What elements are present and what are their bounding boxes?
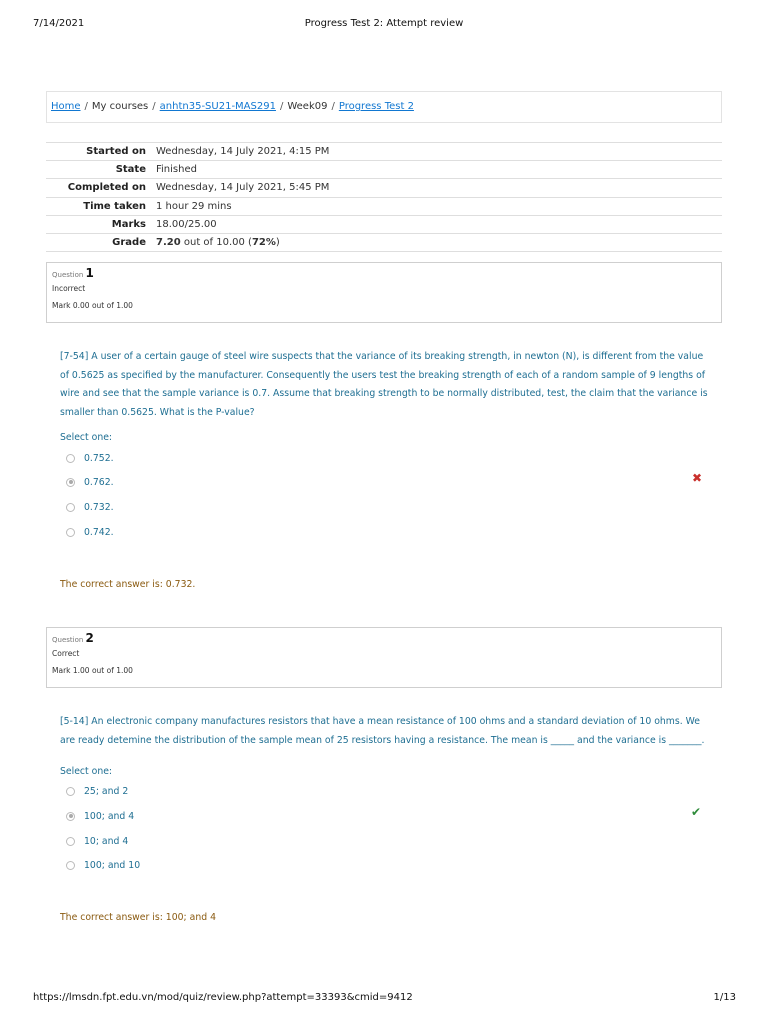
- question-2-text: [5-14] An electronic company manufactures resistors that have a mean resistance of 100 ohms and a standard deviation of 10 ohms. We are ready detemine the distribution of the sample mean of 25 resistors having a resistance. The mean is _____ and the variance is _______.: [60, 716, 705, 746]
- grade-out-of: out of 10.00 (: [180, 237, 252, 249]
- summary-row-grade: [46, 233, 722, 251]
- question-2-select-prompt: Select one:: [60, 766, 113, 777]
- question-2-mark: Mark 1.00 out of 1.00: [52, 666, 133, 675]
- grade-label: Grade: [46, 233, 151, 251]
- grade-score: 7.20: [156, 237, 181, 249]
- question-label: Question: [52, 271, 84, 279]
- question-2-option-3[interactable]: [66, 834, 128, 848]
- question-1-option-4[interactable]: [66, 525, 114, 539]
- question-1-feedback: The correct answer is: 0.732.: [60, 579, 196, 590]
- question-1-option-2[interactable]: [66, 475, 114, 489]
- question-label: Question: [52, 636, 84, 644]
- question-2-feedback: The correct answer is: 100; and 4: [60, 912, 216, 923]
- radio-button-selected[interactable]: [66, 812, 75, 821]
- print-title: Progress Test 2: Attempt review: [304, 18, 464, 29]
- option-label: 100; and 4: [84, 810, 135, 822]
- radio-button[interactable]: [66, 528, 75, 537]
- state-label: State: [46, 161, 151, 179]
- print-page-number: 1/13: [713, 992, 736, 1003]
- breadcrumb-separator: /: [152, 101, 156, 112]
- breadcrumb-separator: /: [84, 101, 88, 112]
- summary-row-completed-on: [46, 179, 722, 197]
- radio-button[interactable]: [66, 861, 75, 870]
- question-1-mark: Mark 0.00 out of 1.00: [52, 301, 133, 310]
- grade-close: ): [275, 237, 280, 249]
- completed-on-value: Wednesday, 14 July 2021, 5:45 PM: [151, 179, 722, 197]
- question-1-option-3[interactable]: [66, 500, 114, 514]
- grade-value: [151, 233, 722, 251]
- breadcrumb-course-link[interactable]: anhtn35-SU21-MAS291: [159, 101, 276, 112]
- breadcrumb-my-courses[interactable]: My courses: [91, 101, 149, 112]
- question-1-number: [52, 266, 716, 282]
- breadcrumb-week: Week09: [287, 101, 328, 112]
- radio-button[interactable]: [66, 787, 75, 796]
- attempt-summary-table: [46, 142, 722, 252]
- question-1-option-1[interactable]: [66, 451, 114, 465]
- state-value: Finished: [151, 161, 722, 179]
- question-1-text: [7-54] A user of a certain gauge of steel wire suspects that the variance of its breaking strength, in newton (N), is different from the value of 0.5625 as specified by the manufacturer. Consequently the users test the breaking strength of each of a random sample of 9 lengths of wire and see that the sample variance is 0.7. Assume that breaking strength to be normally distributed, test, the claim that the variance is smaller than 0.5625. What is the P-value?: [60, 351, 708, 418]
- option-label: 25; and 2: [84, 785, 129, 797]
- question-2-info: [46, 627, 722, 688]
- question-2-option-2[interactable]: [66, 809, 134, 823]
- breadcrumb: [46, 91, 722, 123]
- radio-button[interactable]: [66, 454, 75, 463]
- breadcrumb-quiz-link[interactable]: Progress Test 2: [338, 101, 414, 112]
- breadcrumb-separator: /: [279, 101, 284, 112]
- summary-row-state: [46, 161, 722, 179]
- print-date: 7/14/2021: [33, 18, 85, 29]
- print-url: https://lmsdn.fpt.edu.vn/mod/quiz/review.php?attempt=33393&cmid=9412: [33, 992, 413, 1003]
- marks-label: Marks: [46, 215, 151, 233]
- question-number: 2: [85, 631, 94, 645]
- question-1-info: [46, 262, 722, 323]
- started-on-value: Wednesday, 14 July 2021, 4:15 PM: [151, 143, 722, 161]
- cross-icon: ✖: [692, 471, 703, 485]
- option-label: 0.732.: [84, 501, 114, 513]
- completed-on-label: Completed on: [46, 179, 151, 197]
- question-1-state: Incorrect: [52, 284, 86, 293]
- radio-button[interactable]: [66, 837, 75, 846]
- time-taken-value: 1 hour 29 mins: [151, 197, 722, 215]
- question-1-select-prompt: Select one:: [60, 432, 113, 443]
- marks-value: 18.00/25.00: [151, 215, 722, 233]
- option-label: 0.762.: [84, 476, 114, 488]
- started-on-label: Started on: [46, 143, 151, 161]
- check-icon: ✔: [691, 805, 702, 819]
- question-2-state: Correct: [52, 649, 80, 658]
- question-number: 1: [85, 266, 94, 280]
- breadcrumb-separator: /: [331, 101, 335, 112]
- radio-button-selected[interactable]: [66, 478, 75, 487]
- summary-row-started-on: [46, 143, 722, 161]
- option-label: 100; and 10: [84, 859, 141, 871]
- time-taken-label: Time taken: [46, 197, 151, 215]
- summary-row-time-taken: [46, 197, 722, 215]
- breadcrumb-home-link[interactable]: Home: [51, 101, 81, 112]
- summary-row-marks: [46, 215, 722, 233]
- option-label: 10; and 4: [84, 835, 129, 847]
- question-2-option-1[interactable]: [66, 784, 128, 798]
- option-label: 0.742.: [84, 526, 114, 538]
- grade-percent: 72%: [251, 237, 276, 249]
- question-2-option-4[interactable]: [66, 858, 140, 872]
- option-label: 0.752.: [84, 452, 114, 464]
- question-2-number: [52, 631, 716, 647]
- radio-button[interactable]: [66, 503, 75, 512]
